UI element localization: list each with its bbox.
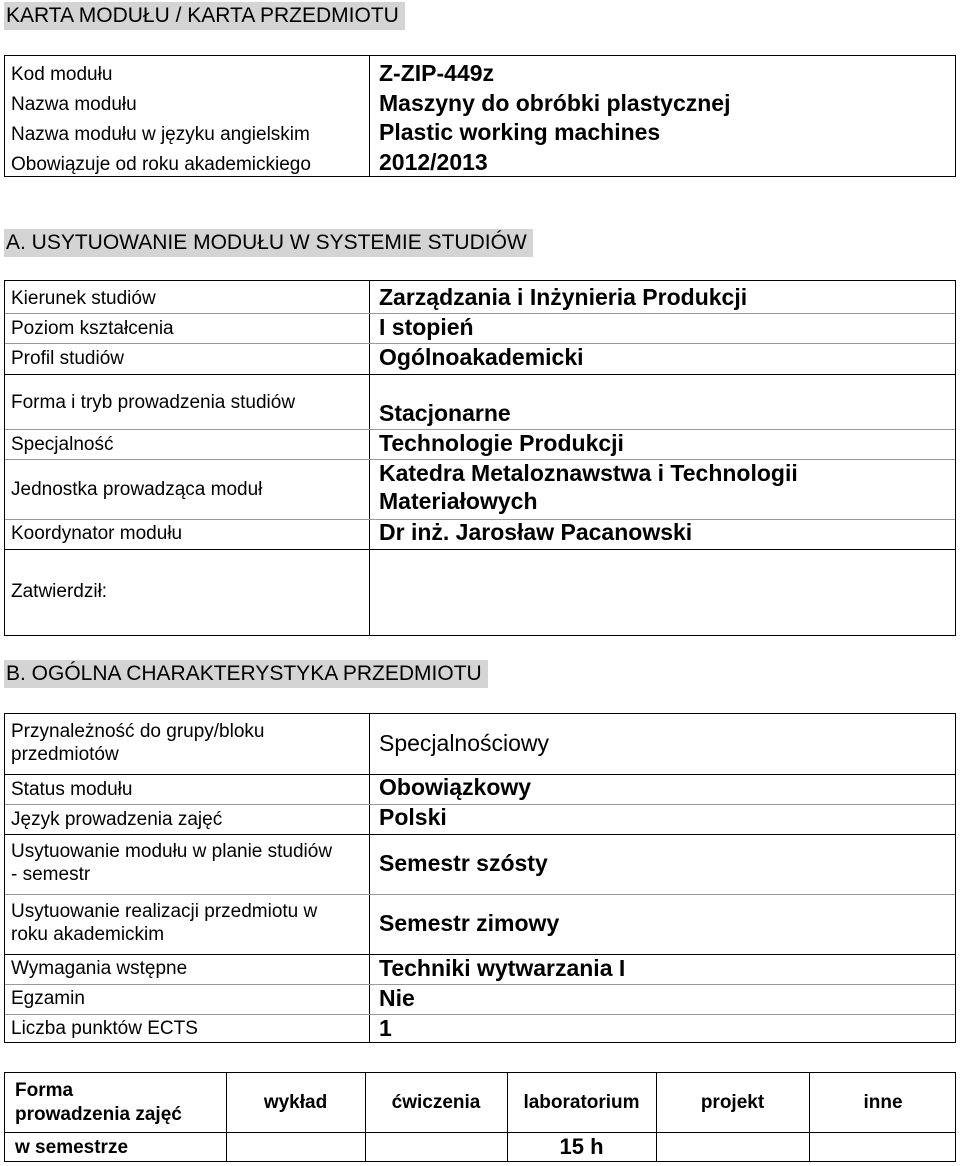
field-value: Zarządzania i Inżynieria Produkcji (379, 284, 748, 310)
academic-year-value: Semestr zimowy (379, 910, 560, 936)
ects-label: Liczba punktów ECTS (11, 1018, 198, 1039)
name-en-label: Nazwa modułu w języku angielskim (11, 124, 310, 145)
language-value: Polski (379, 804, 447, 830)
academic-year-label-line1: Usytuowanie realizacji przedmiotu w (11, 901, 318, 922)
semester-label-line2: - semestr (11, 864, 91, 885)
page-title: KARTA MODUŁU / KARTA PRZEDMIOTU (4, 2, 405, 30)
year-label: Obowiązuje od roku akademickiego (11, 154, 311, 175)
prerequisites-label: Wymagania wstępne (11, 958, 188, 979)
status-value: Obowiązkowy (379, 774, 532, 800)
level-value: I stopień (379, 314, 474, 340)
header-laboratory: laboratorium (523, 1092, 640, 1113)
status-label: Status modułu (11, 779, 133, 800)
level-label: Poziom kształcenia (11, 318, 174, 339)
semester-row-label: w semestrze (15, 1137, 129, 1158)
coordinator-label: Koordynator modułu (11, 523, 183, 544)
profile-value: Ogólnoakademicki (379, 344, 584, 370)
module-info-table (4, 55, 956, 177)
code-value: Z-ZIP-449z (379, 60, 495, 86)
prerequisites-value: Techniki wytwarzania I (379, 955, 626, 981)
section-a-table (4, 280, 956, 636)
hours-laboratory: 15 h (559, 1134, 604, 1159)
header-lecture: wykład (263, 1092, 328, 1113)
section-b-table (4, 713, 956, 1043)
header-other: inne (863, 1092, 903, 1113)
ects-value: 1 (379, 1015, 392, 1041)
group-value: Specjalnościowy (379, 730, 550, 756)
header-project: projekt (700, 1092, 765, 1113)
form-value: Stacjonarne (379, 400, 511, 426)
unit-value-line2: Materiałowych (379, 488, 538, 514)
semester-value: Semestr szósty (379, 850, 548, 876)
coordinator-value: Dr inż. Jarosław Pacanowski (379, 519, 693, 545)
unit-label: Jednostka prowadząca moduł (11, 479, 263, 500)
form-label: Forma i tryb prowadzenia studiów (11, 392, 296, 413)
profile-label: Profil studiów (11, 348, 124, 369)
exam-value: Nie (379, 985, 415, 1011)
code-label: Kod modułu (11, 64, 113, 85)
group-label-line1: Przynależność do grupy/bloku (11, 721, 265, 742)
approved-label: Zatwierdził: (11, 581, 108, 602)
name-value: Maszyny do obróbki plastycznej (379, 90, 731, 116)
form-header-line2: prowadzenia zajęć (15, 1104, 182, 1125)
classes-table (4, 1072, 956, 1162)
section-b-heading: B. OGÓLNA CHARAKTERYSTYKA PRZEDMIOTU (4, 660, 488, 688)
spec-label: Specjalność (11, 434, 114, 455)
exam-label: Egzamin (11, 988, 85, 1009)
year-value: 2012/2013 (379, 149, 488, 175)
semester-label-line1: Usytuowanie modułu w planie studiów (11, 841, 333, 862)
name-label: Nazwa modułu (11, 94, 137, 115)
name-en-value: Plastic working machines (379, 119, 661, 145)
field-label: Kierunek studiów (11, 288, 156, 309)
academic-year-label-line2: roku akademickim (11, 924, 165, 945)
spec-value: Technologie Produkcji (379, 430, 624, 456)
language-label: Język prowadzenia zajęć (11, 809, 223, 830)
unit-value-line1: Katedra Metaloznawstwa i Technologii (379, 460, 798, 486)
section-a-heading: A. USYTUOWANIE MODUŁU W SYSTEMIE STUDIÓW (4, 229, 533, 257)
header-exercises: ćwiczenia (391, 1092, 481, 1113)
group-label-line2: przedmiotów (11, 744, 119, 765)
form-header-line1: Forma (15, 1080, 74, 1101)
